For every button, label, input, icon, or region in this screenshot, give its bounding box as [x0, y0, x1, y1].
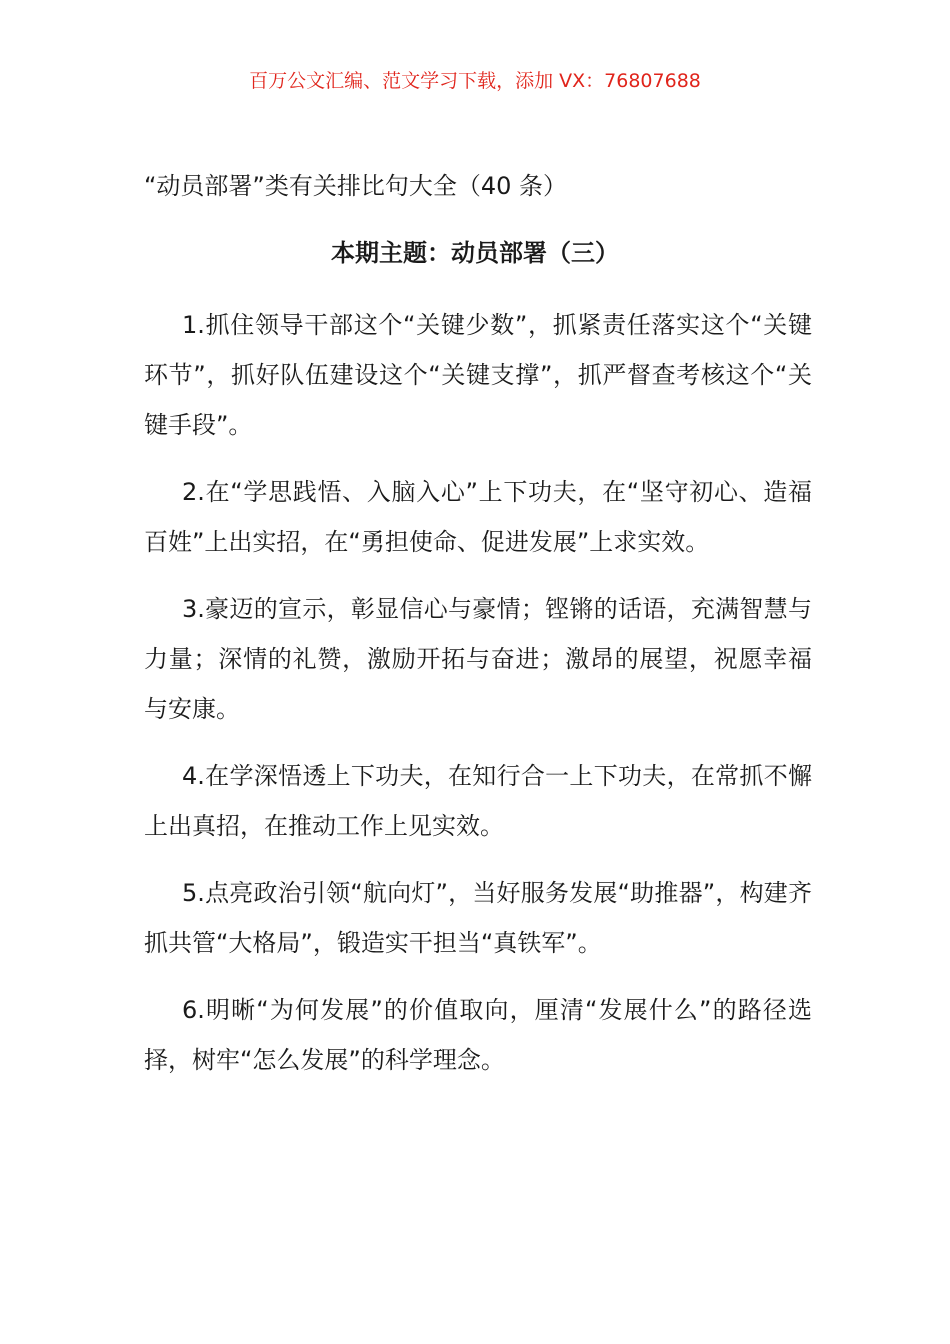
- item-list: [144, 300, 812, 1102]
- list-item: 5.点亮政治引领“航向灯”，当好服务发展“助推器”，构建齐抓共管“大格局”，锻造实干担当“真铁军”。: [144, 879, 812, 957]
- list-item: 1.抓住领导干部这个“关键少数”，抓紧责任落实这个“关键环节”，抓好队伍建设这个“关键支撑”，抓严督查考核这个“关键手段”。: [144, 311, 812, 439]
- header-banner: 百万公文汇编、范文学习下载，添加 VX：76807688: [249, 70, 701, 92]
- document-title: “动员部署”类有关排比句大全（40 条）: [144, 172, 568, 200]
- document-subtitle: 本期主题：动员部署（三）: [331, 239, 619, 267]
- list-item: 2.在“学思践悟、入脑入心”上下功夫，在“坚守初心、造福百姓”上出实招，在“勇担使命、促进发展”上求实效。: [144, 478, 812, 556]
- list-item: 4.在学深悟透上下功夫，在知行合一上下功夫，在常抓不懈上出真招，在推动工作上见实效。: [144, 762, 812, 840]
- list-item: 3.豪迈的宣示，彰显信心与豪情；铿锵的话语，充满智慧与力量；深情的礼赞，激励开拓与奋进；激昂的展望，祝愿幸福与安康。: [144, 595, 812, 723]
- list-item: 6.明晰“为何发展”的价值取向，厘清“发展什么”的路径选择，树牢“怎么发展”的科学理念。: [144, 996, 812, 1074]
